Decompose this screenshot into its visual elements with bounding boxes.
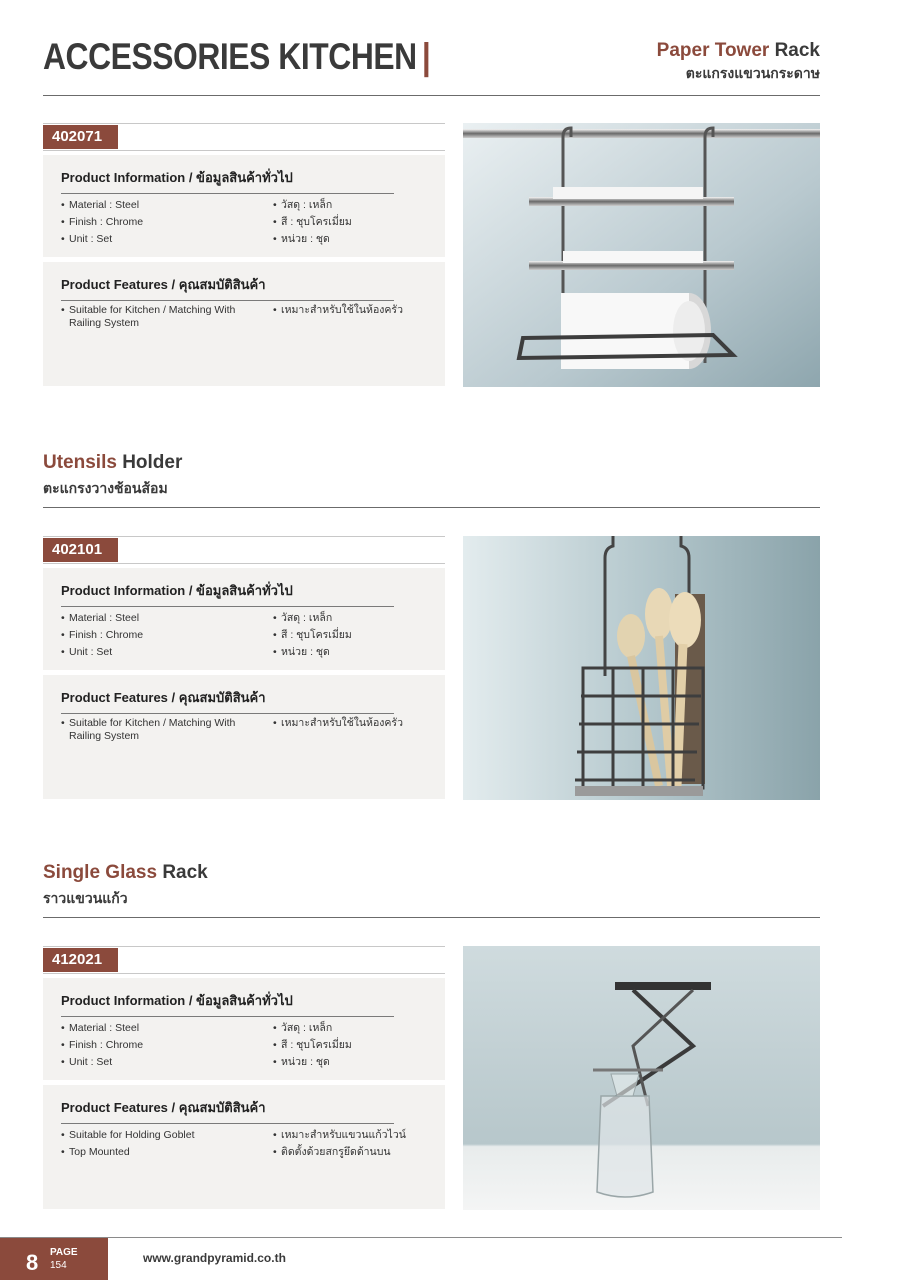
- product-photo-glass-rack: [463, 946, 820, 1210]
- product-card: [43, 946, 820, 1211]
- list-item: • Unit : Set: [61, 231, 261, 248]
- features-list-th: [273, 304, 433, 321]
- product-code: 412021: [43, 948, 118, 972]
- list-item: • เหมาะสำหรับแขวนแก้วไวน์: [273, 1127, 433, 1144]
- features-title: Product Features / คุณสมบัติสินค้า: [61, 1097, 394, 1124]
- list-item: • Unit : Set: [61, 1054, 261, 1071]
- product-info-panel: [43, 568, 445, 670]
- info-list-en: [61, 197, 261, 248]
- page-label: PAGE: [50, 1247, 78, 1258]
- category-accent: Paper Tower: [656, 40, 770, 61]
- list-item: • Finish : Chrome: [61, 1037, 261, 1054]
- features-title: Product Features / คุณสมบัติสินค้า: [61, 687, 394, 714]
- page-number: 8: [26, 1250, 39, 1275]
- page-total: 154: [50, 1260, 67, 1271]
- product-card: [43, 123, 820, 388]
- product-features-panel: [43, 262, 445, 386]
- code-row: [43, 123, 445, 151]
- list-item: • หน่วย : ชุด: [273, 1054, 433, 1071]
- product-features-panel: [43, 1085, 445, 1209]
- features-list-en: [61, 1127, 261, 1161]
- info-title: Product Information / ข้อมูลสินค้าทั่วไป: [61, 167, 394, 194]
- info-list-th: [273, 610, 433, 661]
- list-item: • Suitable for Kitchen / Matching With Railing System: [61, 717, 261, 743]
- product-photo-paper-rack: [463, 123, 820, 387]
- page-header: [43, 36, 820, 96]
- list-item: • Material : Steel: [61, 197, 261, 214]
- list-item: • Suitable for Kitchen / Matching With Railing System: [61, 304, 261, 330]
- list-item: • Unit : Set: [61, 644, 261, 661]
- section-rest: Rack: [157, 862, 208, 883]
- list-item: • ติดตั้งด้วยสกรูยึดด้านบน: [273, 1144, 433, 1161]
- list-item: • Suitable for Holding Goblet: [61, 1127, 261, 1144]
- section-accent: Single Glass: [43, 862, 158, 883]
- section-thai: ราวแขวนแก้ว: [43, 890, 128, 906]
- info-list-th: [273, 1020, 433, 1071]
- section-accent: Utensils: [43, 452, 117, 473]
- list-item: • วัสดุ : เหล็ก: [273, 1020, 433, 1037]
- features-list-en: [61, 717, 261, 747]
- info-title: Product Information / ข้อมูลสินค้าทั่วไป: [61, 580, 394, 607]
- section-heading: [43, 862, 820, 918]
- info-list-en: [61, 610, 261, 661]
- page-indicator: [0, 1238, 108, 1280]
- list-item: • Material : Steel: [61, 610, 261, 627]
- code-row: [43, 946, 445, 974]
- list-item: • วัสดุ : เหล็ก: [273, 610, 433, 627]
- product-code: 402101: [43, 538, 118, 562]
- website-link[interactable]: www.grandpyramid.co.th: [143, 1251, 286, 1265]
- features-list-th: [273, 1127, 433, 1161]
- product-card: [43, 536, 820, 801]
- product-photo-utensils-holder: [463, 536, 820, 800]
- features-list-th: [273, 717, 433, 734]
- product-features-panel: [43, 675, 445, 799]
- product-info-panel: [43, 155, 445, 257]
- list-item: • เหมาะสำหรับใช้ในห้องครัว: [273, 717, 433, 730]
- list-item: • Finish : Chrome: [61, 627, 261, 644]
- product-info-panel: [43, 978, 445, 1080]
- page-title: ACCESSORIES KITCHEN |: [43, 36, 431, 77]
- title-divider: |: [421, 36, 431, 77]
- code-row: [43, 536, 445, 564]
- section-heading: [43, 452, 820, 508]
- list-item: • สี : ชุบโครเมี่ยม: [273, 1037, 433, 1054]
- list-item: • สี : ชุบโครเมี่ยม: [273, 214, 433, 231]
- category-heading: [657, 40, 820, 85]
- features-list-en: [61, 304, 261, 334]
- section-thai: ตะแกรงวางช้อนส้อม: [43, 480, 168, 496]
- section-rest: Holder: [116, 452, 183, 473]
- product-code: 402071: [43, 125, 118, 149]
- list-item: • วัสดุ : เหล็ก: [273, 197, 433, 214]
- info-list-th: [273, 197, 433, 248]
- category-thai: ตะแกรงแขวนกระดาษ: [685, 65, 820, 81]
- info-title: Product Information / ข้อมูลสินค้าทั่วไป: [61, 990, 394, 1017]
- list-item: • หน่วย : ชุด: [273, 644, 433, 661]
- list-item: • Top Mounted: [61, 1144, 261, 1161]
- list-item: • หน่วย : ชุด: [273, 231, 433, 248]
- list-item: • เหมาะสำหรับใช้ในห้องครัว: [273, 304, 433, 317]
- list-item: • สี : ชุบโครเมี่ยม: [273, 627, 433, 644]
- category-rest: Rack: [769, 40, 820, 61]
- info-list-en: [61, 1020, 261, 1071]
- page-footer: [0, 1237, 842, 1280]
- features-title: Product Features / คุณสมบัติสินค้า: [61, 274, 394, 301]
- list-item: • Finish : Chrome: [61, 214, 261, 231]
- list-item: • Material : Steel: [61, 1020, 261, 1037]
